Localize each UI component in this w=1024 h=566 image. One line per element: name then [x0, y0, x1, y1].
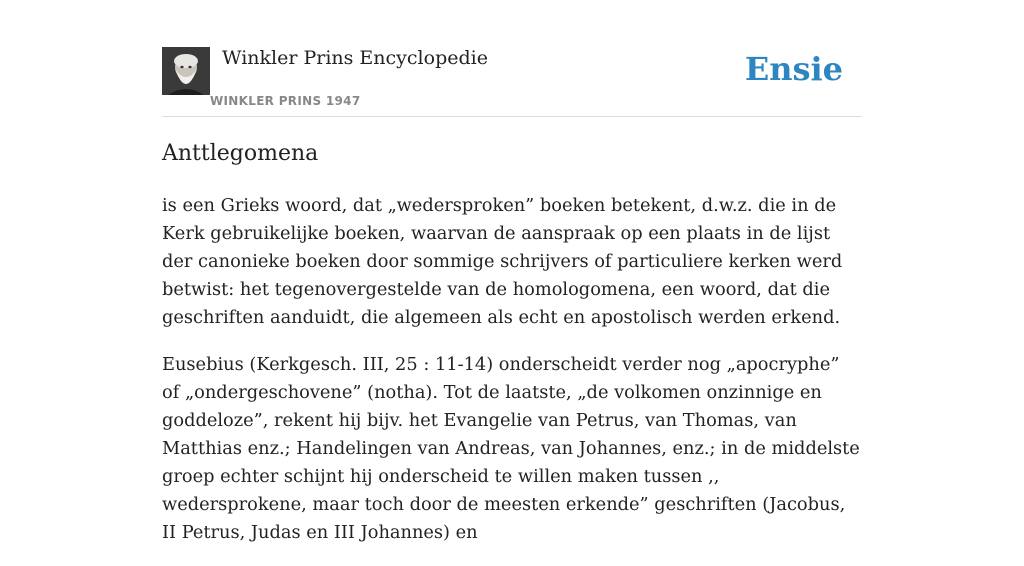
site-title[interactable]: Winkler Prins Encyclopedie: [222, 47, 488, 69]
article-title: Anttlegomena: [162, 141, 319, 166]
site-header: [162, 0, 862, 117]
article-paragraph: is een Grieks woord, dat „wedersproken” boeken betekent, d.w.z. die in de Kerk gebruikelijke boeken, waarvan de aanspraak op een plaats in de lijst der canonieke boeken door sommige schrijvers of particuliere kerken werd betwist: het tegenovergestelde van de homologomena, een woord, dat die geschriften aanduidt, die algemeen als echt en apostolisch werden erkend.: [162, 195, 843, 328]
page: [162, 0, 862, 543]
bearded-man-portrait-icon: [162, 47, 210, 95]
article-paragraph: Eusebius (Kerkgesch. III, 25 : 11-14) onderscheidt verder nog „apocryphe” of „ondergeschovene” (notha). Tot de laatste, „de volkomen onzinnige en goddeloze”, rekent hij bijv. het Evangelie van Petrus, van Thomas, van Matthias enz.; Handelingen van Andreas, van Johannes, enz.; in de middelste groep echter schijnt hij onderscheid te willen maken tussen ,, wedersprokene, maar toch door de meesten erkende” geschriften (Jacobus, II Petrus, Judas en III Johannes) en: [162, 354, 860, 543]
brand-logo[interactable]: Ensie: [744, 50, 843, 88]
edition-label[interactable]: WINKLER PRINS 1947: [210, 94, 361, 108]
author-avatar[interactable]: [162, 47, 210, 95]
article-body: [162, 192, 862, 566]
